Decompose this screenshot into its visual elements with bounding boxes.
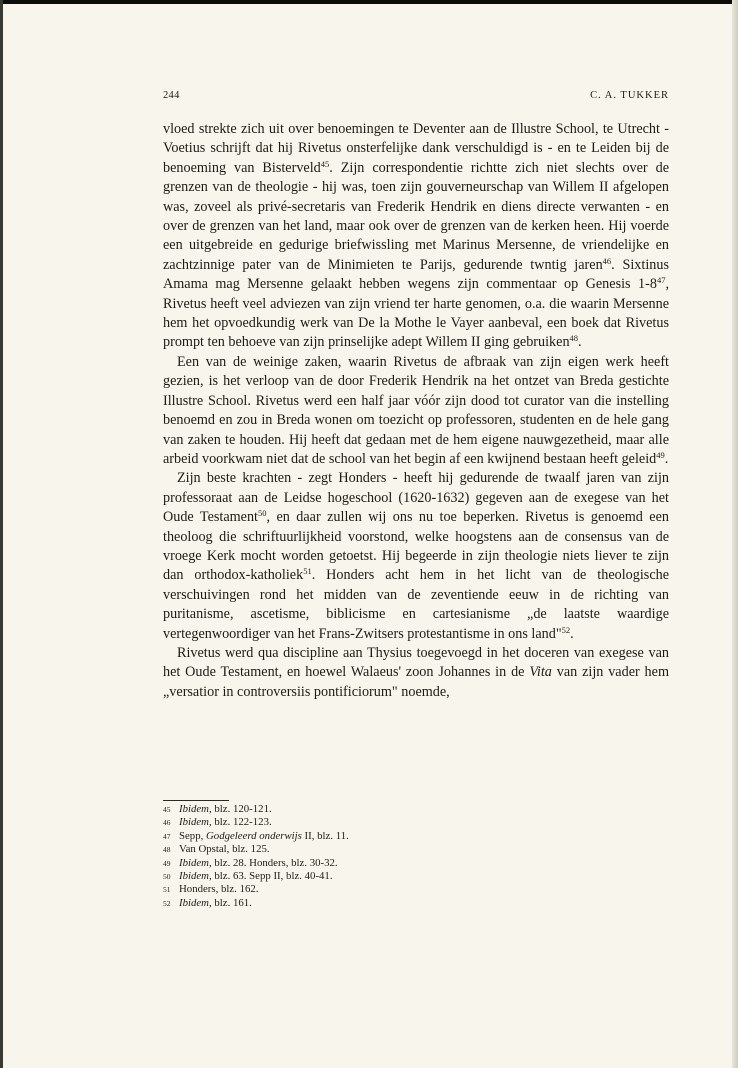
paragraph-4 bbox=[163, 644, 669, 702]
footnote-rest: blz. 120-121. bbox=[211, 803, 272, 815]
footnote-text bbox=[179, 897, 252, 910]
footnote-italic: Ibidem, bbox=[179, 856, 212, 869]
footnote bbox=[163, 870, 563, 883]
footnote-text bbox=[179, 857, 338, 870]
page-header bbox=[163, 90, 669, 104]
footnote-number: 50 bbox=[163, 872, 171, 882]
footnote-text bbox=[179, 816, 272, 829]
footnote-ref: 52 bbox=[561, 624, 571, 635]
footnote-text bbox=[179, 883, 258, 896]
footnote-italic: Ibidem, bbox=[179, 870, 212, 883]
footnote-rest: blz. 28. Honders, blz. 30-32. bbox=[211, 856, 338, 869]
page-number: 244 bbox=[163, 90, 180, 101]
text-run: vloed strekte zich uit over benoemingen te Deventer aan de Illustre School, te Utrecht - Voetius schrijft dat hij Rivetus onsterfelijke dank verschuldigd is - en te Leiden bij de benoeming van Bisterveld bbox=[163, 121, 669, 176]
text-run: van zijn vader hem „versatior in controversiis pontificiorum" noemde, bbox=[163, 664, 669, 700]
footnote-pre: Sepp, bbox=[179, 829, 206, 842]
text-run: , en daar zullen wij ons nu toe beperken. Rivetus is genoemd een theoloog die schriftuurlijkheid voorstond, welke hoogstens aan de consensus van de vroege Kerk mocht worden getoetst. Hij begeerde in zijn theologie niets liever te zijn dan orthodox-katholiek bbox=[163, 509, 669, 584]
footnote bbox=[163, 830, 563, 843]
footnotes bbox=[163, 803, 563, 910]
text-run: . Zijn correspondentie richtte zich niet slechts over de grenzen van de theologie - hij was, toen zijn gouverneurschap van Willem II afgelopen was, zoveel als privé-secretaris van Frederik Hendrik en diens directe verwanten - en over de grenzen van het land, maar ook over de grenzen van de kerken heen. Hij voerde een uitgebreide en gedurige briefwissling met Marinus Mersenne, de vriendelijke en zachtzinnige pater van de Minimieten te Parijs, gedurende twntig jaren bbox=[163, 159, 670, 273]
footnote-separator bbox=[163, 800, 229, 801]
footnote-rest: blz. 63. Sepp II, blz. 40-41. bbox=[211, 870, 333, 883]
footnote-italic: Ibidem, bbox=[179, 896, 212, 909]
footnote-ref: 50 bbox=[258, 508, 267, 519]
paragraph-1 bbox=[163, 120, 669, 353]
text-run: . bbox=[578, 334, 582, 351]
footnote-rest: blz. 122-123. bbox=[211, 816, 272, 829]
footnote-number: 52 bbox=[163, 898, 171, 908]
scan-top-edge bbox=[0, 0, 738, 4]
footnote-italic: Ibidem, bbox=[179, 803, 212, 815]
footnote-number: 46 bbox=[163, 818, 171, 828]
footnote-text bbox=[179, 830, 349, 843]
footnote-ref: 45 bbox=[320, 158, 330, 169]
text-run: Een van de weinige zaken, waarin Rivetus de afbraak van zijn eigen werk heeft gezien, is het verloop van de door Frederik Hendrik na het ontzet van Breda gestichte Illustre School. Rivetus werd een half jaar vóór zijn dood tot curator van die instelling benoemd en zou in Breda wonen om toezicht op professoren, studenten en de hele gang van zaken te houden. Hij heeft dat gedaan met de hem eigene nauwgezetheid, maar alle arbeid voorkwam niet dat de school van het begin af een kwijnend bestaan heeft geleid bbox=[163, 353, 669, 467]
text-run: . bbox=[570, 625, 574, 642]
footnote-ref: 49 bbox=[656, 449, 665, 460]
text-run: , Rivetus heeft veel adviezen van zijn vriend ter harte genomen, o.a. die waarin Mersenne hem het opvoedkundig werk van De la Mothe le Vayer aanbeval, een boek dat Rivetus prompt ten behoeve van zijn prinselijke adept Willem II ging gebruiken bbox=[163, 276, 669, 351]
footnote-ref: 48 bbox=[569, 333, 579, 344]
footnote-pre: Honders, blz. 162. bbox=[179, 883, 259, 896]
text-run: . bbox=[664, 450, 669, 467]
footnote-text bbox=[179, 843, 270, 856]
footnote-italic: Ibidem, bbox=[179, 816, 212, 829]
footnote bbox=[163, 883, 563, 896]
text-run: Rivetus werd qua discipline aan Thysius toegevoegd in het doceren van exegese van het Oude Testament, en hoewel Walaeus' zoon Johannes in de bbox=[163, 644, 669, 681]
footnote-text bbox=[179, 870, 333, 883]
footnote bbox=[163, 897, 563, 910]
footnote-number: 47 bbox=[163, 831, 171, 841]
footnote-ref: 46 bbox=[602, 255, 612, 266]
footnote-number: 45 bbox=[163, 805, 171, 814]
footnote-number: 49 bbox=[163, 858, 171, 868]
footnote-text bbox=[179, 803, 272, 816]
footnote-ref: 51 bbox=[303, 566, 312, 577]
running-head: C. A. TUKKER bbox=[590, 90, 669, 101]
body-text bbox=[163, 120, 669, 702]
footnote-number: 48 bbox=[163, 845, 171, 855]
footnote-rest: II, blz. 11. bbox=[301, 829, 349, 842]
footnote-rest: blz. 161. bbox=[211, 896, 252, 909]
footnote-ref: 47 bbox=[656, 275, 666, 286]
scan-left-edge bbox=[0, 0, 3, 1068]
footnote-number: 51 bbox=[163, 885, 171, 895]
text-run: Zijn beste krachten - zegt Honders - heeft hij gedurende de twaalf jaren van zijn professoraat aan de Leidse hogeschool (1620-1632) gegeven aan de exegese van het Oude Testament bbox=[163, 470, 669, 526]
footnote-pre: Van Opstal, blz. 125. bbox=[179, 843, 270, 856]
paragraph-3 bbox=[163, 469, 669, 644]
footnote bbox=[163, 803, 563, 816]
text-run: . Honders acht hem in het licht van de theologische verschuivingen rond het midden van de zeventiende eeuw in de richting van puritanisme, ascetisme, biblicisme en cartesianisme „de laatste waardige vertegenwoordiger van het Frans-Zwitsers protestantisme in ons land" bbox=[163, 567, 670, 642]
text-run: . Sixtinus Amama mag Mersenne gelaakt hebben wegens zijn commentaar op Genesis 1-8 bbox=[163, 256, 669, 293]
footnote bbox=[163, 816, 563, 829]
footnote bbox=[163, 843, 563, 856]
footnote-italic: Godgeleerd onderwijs bbox=[206, 829, 302, 842]
paragraph-2 bbox=[163, 353, 669, 469]
scan-right-edge bbox=[732, 0, 738, 1068]
footnote bbox=[163, 857, 563, 870]
italic-title: Vita bbox=[529, 664, 552, 681]
